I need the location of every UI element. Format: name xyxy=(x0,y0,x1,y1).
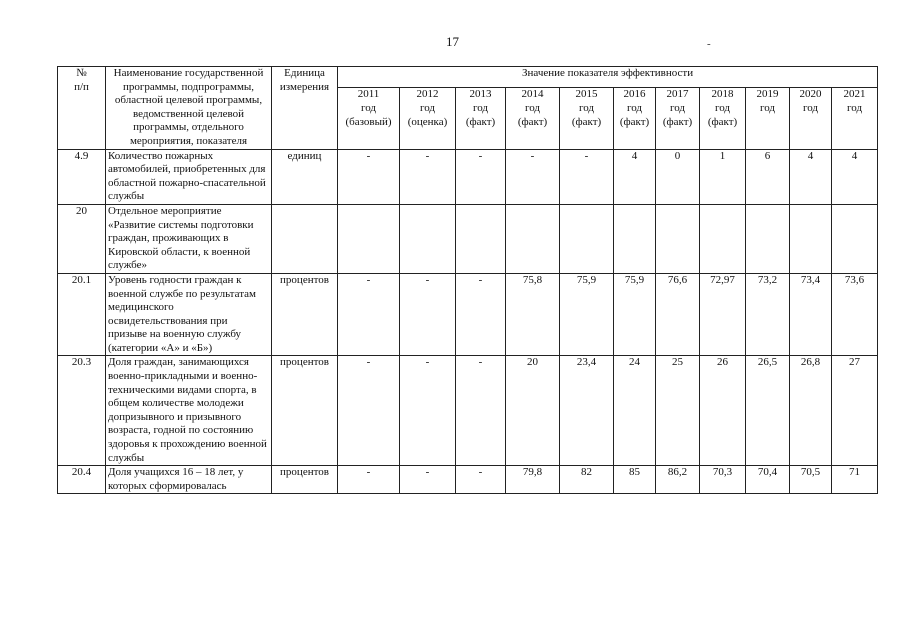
row-value: - xyxy=(400,273,456,356)
row-value xyxy=(832,204,878,273)
row-value xyxy=(506,204,560,273)
row-unit: единиц xyxy=(272,149,338,204)
row-unit: процентов xyxy=(272,356,338,466)
row-value: - xyxy=(560,149,614,204)
row-value: 70,4 xyxy=(746,466,790,494)
row-value: 79,8 xyxy=(506,466,560,494)
row-value: 27 xyxy=(832,356,878,466)
row-value xyxy=(338,204,400,273)
header-year: 2020 год xyxy=(790,88,832,149)
row-value: 6 xyxy=(746,149,790,204)
row-number: 4.9 xyxy=(58,149,106,204)
page-number: 17 xyxy=(446,34,459,49)
table-row xyxy=(58,149,878,204)
row-value: - xyxy=(338,356,400,466)
row-number: 20.4 xyxy=(58,466,106,494)
header-row-1 xyxy=(58,67,878,88)
row-value: 20 xyxy=(506,356,560,466)
row-name: Уровень годности граждан к военной службе по результатам медицинского освидетельствования при призыве на военную службу (категории «А» и «Б») xyxy=(106,273,272,356)
header-year: 2017 год (факт) xyxy=(656,88,700,149)
row-value: 26,8 xyxy=(790,356,832,466)
row-value: 70,3 xyxy=(700,466,746,494)
row-value: - xyxy=(338,273,400,356)
table-row xyxy=(58,356,878,466)
header-year: 2021 год xyxy=(832,88,878,149)
header-unit: Единица измерения xyxy=(272,67,338,150)
row-number: 20 xyxy=(58,204,106,273)
row-name: Доля учащихся 16 – 18 лет, у которых сформировалась xyxy=(106,466,272,494)
row-value: 73,2 xyxy=(746,273,790,356)
row-number: 20.3 xyxy=(58,356,106,466)
row-value: - xyxy=(456,466,506,494)
row-value xyxy=(656,204,700,273)
row-value: 4 xyxy=(614,149,656,204)
row-value: 86,2 xyxy=(656,466,700,494)
row-value xyxy=(456,204,506,273)
row-value: 24 xyxy=(614,356,656,466)
header-number: № п/п xyxy=(58,67,106,150)
row-value: - xyxy=(400,149,456,204)
table-row xyxy=(58,204,878,273)
row-value: 4 xyxy=(832,149,878,204)
header-year: 2014 год (факт) xyxy=(506,88,560,149)
row-value xyxy=(700,204,746,273)
row-unit: процентов xyxy=(272,466,338,494)
scan-mark: - xyxy=(707,38,711,50)
row-name: Отдельное мероприятие «Развитие системы подготовки граждан, проживающих в Кировской области, к военной службе» xyxy=(106,204,272,273)
row-value: - xyxy=(400,466,456,494)
row-value xyxy=(400,204,456,273)
row-value: 25 xyxy=(656,356,700,466)
row-value: 76,6 xyxy=(656,273,700,356)
row-value: 26,5 xyxy=(746,356,790,466)
row-value: 1 xyxy=(700,149,746,204)
row-value: 73,6 xyxy=(832,273,878,356)
row-value: 0 xyxy=(656,149,700,204)
header-year: 2011 год (базовый) xyxy=(338,88,400,149)
row-value: - xyxy=(338,149,400,204)
row-name: Количество пожарных автомобилей, приобретенных для областной пожарно-спасательной службы xyxy=(106,149,272,204)
row-value: 82 xyxy=(560,466,614,494)
row-value xyxy=(560,204,614,273)
row-value: 4 xyxy=(790,149,832,204)
header-year: 2015 год (факт) xyxy=(560,88,614,149)
row-value: - xyxy=(456,356,506,466)
indicators-table xyxy=(57,66,878,494)
header-year: 2013 год (факт) xyxy=(456,88,506,149)
row-value: - xyxy=(506,149,560,204)
row-value: 73,4 xyxy=(790,273,832,356)
table-row xyxy=(58,466,878,494)
row-value: 75,9 xyxy=(560,273,614,356)
header-group-title: Значение показателя эффективности xyxy=(338,67,878,88)
row-value xyxy=(614,204,656,273)
row-value: 75,8 xyxy=(506,273,560,356)
row-value: 70,5 xyxy=(790,466,832,494)
row-value xyxy=(746,204,790,273)
row-value: - xyxy=(338,466,400,494)
row-unit xyxy=(272,204,338,273)
row-number: 20.1 xyxy=(58,273,106,356)
table-row xyxy=(58,273,878,356)
row-value xyxy=(790,204,832,273)
row-value: 85 xyxy=(614,466,656,494)
header-year: 2012 год (оценка) xyxy=(400,88,456,149)
header-year: 2018 год (факт) xyxy=(700,88,746,149)
row-value: - xyxy=(456,149,506,204)
header-year: 2019 год xyxy=(746,88,790,149)
row-value: 71 xyxy=(832,466,878,494)
row-value: 75,9 xyxy=(614,273,656,356)
row-name: Доля граждан, занимающихся военно-прикладными и военно-техническими видами спорта, в общем количестве молодежи допризывного и призывного возраста, годной по состоянию здоровья к прохождению военной службы xyxy=(106,356,272,466)
header-name: Наименование государственной программы, подпрограммы, областной целевой программы, ведомственной целевой программы, отдельного мероприятия, показателя xyxy=(106,67,272,150)
row-value: - xyxy=(400,356,456,466)
header-year: 2016 год (факт) xyxy=(614,88,656,149)
row-value: 72,97 xyxy=(700,273,746,356)
row-unit: процентов xyxy=(272,273,338,356)
row-value: - xyxy=(456,273,506,356)
row-value: 23,4 xyxy=(560,356,614,466)
row-value: 26 xyxy=(700,356,746,466)
